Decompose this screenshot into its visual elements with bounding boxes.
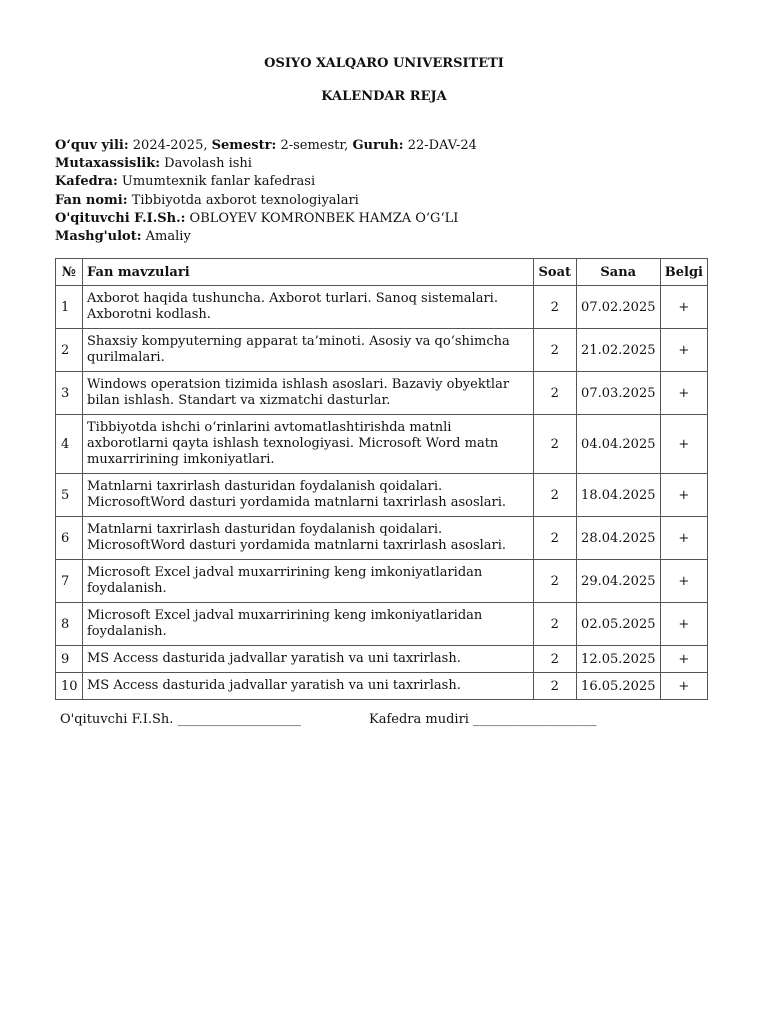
head-signature-line: Kafedra mudiri ___________________ [369, 712, 597, 727]
table-row [56, 646, 708, 673]
department-value: Umumtexnik fanlar kafedrasi [121, 174, 316, 190]
row-number: 5 [56, 474, 83, 517]
row-mark: + [660, 646, 707, 673]
table-header-row [56, 259, 708, 286]
table-row [56, 329, 708, 372]
teacher-value: OBLOYEV KOMRONBEK HAMZA O‘G‘LI [189, 210, 459, 226]
info-line-specialty [55, 155, 477, 173]
header-hours: Soat [533, 259, 576, 286]
table-row [56, 415, 708, 474]
row-topic: Matnlarni taxrirlash dasturidan foydalanish qoidalari. MicrosoftWord dasturi yordamida matnlarni taxrirlash asoslari. [83, 517, 534, 560]
row-mark: + [660, 372, 707, 415]
row-hours: 2 [533, 329, 576, 372]
university-title: OSIYO XALQARO UNIVERSITETI [264, 56, 504, 71]
row-hours: 2 [533, 560, 576, 603]
row-hours: 2 [533, 673, 576, 700]
row-date: 04.04.2025 [576, 415, 660, 474]
year-label: O‘quv yili: [55, 138, 129, 153]
row-hours: 2 [533, 517, 576, 560]
row-date: 07.03.2025 [576, 372, 660, 415]
table-row [56, 560, 708, 603]
table-row [56, 474, 708, 517]
calendar-table [55, 258, 708, 700]
row-topic: Windows operatsion tizimida ishlash asoslari. Bazaviy obyektlar bilan ishlash. Standart va xizmatchi dasturlar. [83, 372, 534, 415]
row-topic: MS Access dasturida jadvallar yaratish va uni taxrirlash. [83, 673, 534, 700]
teacher-label: O'qituvchi F.I.Sh.: [55, 210, 186, 226]
row-topic: Matnlarni taxrirlash dasturidan foydalanish qoidalari. MicrosoftWord dasturi yordamida matnlarni taxrirlash asoslari. [83, 474, 534, 517]
row-number: 7 [56, 560, 83, 603]
row-mark: + [660, 673, 707, 700]
teacher-signature-line: O'qituvchi F.I.Sh. ___________________ [60, 712, 302, 727]
row-topic: MS Access dasturida jadvallar yaratish va uni taxrirlash. [83, 646, 534, 673]
lesson-value: Amaliy [145, 229, 191, 245]
table-row [56, 286, 708, 329]
row-topic: Microsoft Excel jadval muxarririning keng imkoniyatlaridan foydalanish. [83, 560, 534, 603]
header-topics: Fan mavzulari [83, 259, 534, 286]
row-date: 18.04.2025 [576, 474, 660, 517]
table-row [56, 673, 708, 700]
row-hours: 2 [533, 286, 576, 329]
table-row [56, 372, 708, 415]
row-date: 21.02.2025 [576, 329, 660, 372]
department-label: Kafedra: [55, 174, 118, 190]
table-row [56, 603, 708, 646]
row-number: 6 [56, 517, 83, 560]
row-number: 4 [56, 415, 83, 474]
row-hours: 2 [533, 372, 576, 415]
row-hours: 2 [533, 415, 576, 474]
row-date: 28.04.2025 [576, 517, 660, 560]
row-hours: 2 [533, 474, 576, 517]
row-date: 12.05.2025 [576, 646, 660, 673]
table-row [56, 517, 708, 560]
semester-value: 2-semestr, [280, 138, 349, 153]
row-number: 2 [56, 329, 83, 372]
subject-value: Tibbiyotda axborot texnologiyalari [131, 192, 359, 208]
info-block [55, 137, 477, 246]
row-mark: + [660, 560, 707, 603]
specialty-value: Davolash ishi [164, 156, 252, 172]
year-value: 2024-2025, [132, 138, 208, 153]
subject-label: Fan nomi: [55, 192, 128, 208]
row-topic: Axborot haqida tushuncha. Axborot turlari. Sanoq sistemalari. Axborotni kodlash. [83, 286, 534, 329]
row-hours: 2 [533, 603, 576, 646]
header-mark: Belgi [660, 259, 707, 286]
row-topic: Microsoft Excel jadval muxarririning keng imkoniyatlaridan foydalanish. [83, 603, 534, 646]
info-line-subject [55, 192, 477, 210]
row-mark: + [660, 603, 707, 646]
row-mark: + [660, 517, 707, 560]
semester-label: Semestr: [211, 138, 277, 153]
row-mark: + [660, 474, 707, 517]
row-number: 10 [56, 673, 83, 700]
lesson-label: Mashg'ulot: [55, 229, 142, 245]
info-line-lesson [55, 228, 477, 246]
document-title: KALENDAR REJA [321, 89, 447, 104]
row-number: 3 [56, 372, 83, 415]
header-number: № [56, 259, 83, 286]
row-date: 29.04.2025 [576, 560, 660, 603]
row-mark: + [660, 286, 707, 329]
info-line-year [55, 137, 477, 155]
row-hours: 2 [533, 646, 576, 673]
row-number: 1 [56, 286, 83, 329]
row-date: 07.02.2025 [576, 286, 660, 329]
row-mark: + [660, 329, 707, 372]
row-mark: + [660, 415, 707, 474]
header-date: Sana [576, 259, 660, 286]
row-number: 8 [56, 603, 83, 646]
group-label: Guruh: [352, 138, 404, 153]
info-line-department [55, 173, 477, 191]
row-date: 16.05.2025 [576, 673, 660, 700]
row-date: 02.05.2025 [576, 603, 660, 646]
row-topic: Tibbiyotda ishchi o‘rinlarini avtomatlashtirishda matnli axborotlarni qayta ishlash texnologiyasi. Microsoft Word matn muxarririning imkoniyatlari. [83, 415, 534, 474]
info-line-teacher [55, 210, 477, 228]
row-topic: Shaxsiy kompyuterning apparat ta’minoti. Asosiy va qo‘shimcha qurilmalari. [83, 329, 534, 372]
group-value: 22-DAV-24 [407, 138, 477, 153]
specialty-label: Mutaxassislik: [55, 156, 161, 172]
row-number: 9 [56, 646, 83, 673]
